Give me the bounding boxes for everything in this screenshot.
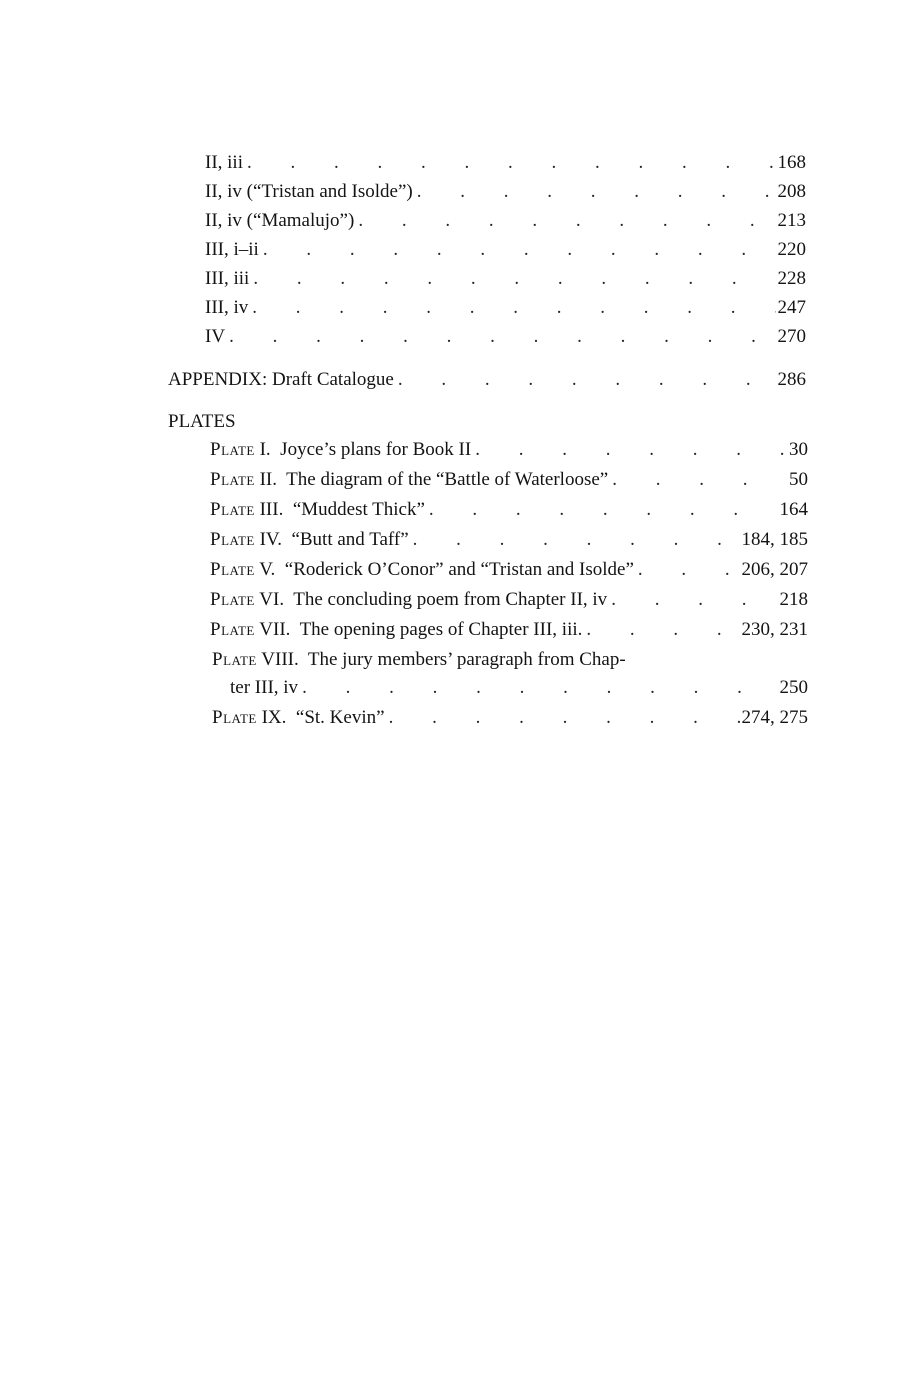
dot-leader [389, 707, 740, 729]
page-number: 218 [779, 589, 808, 610]
page-number: 230, 231 [741, 619, 808, 640]
dot-leader [398, 369, 776, 391]
dot-leader [612, 469, 787, 491]
entry-label: II, iv (“Tristan and Isolde”) [205, 181, 413, 202]
dot-leader [358, 210, 775, 232]
plates-heading: PLATES [168, 411, 236, 432]
toc-entry [205, 268, 806, 290]
page-number: 164 [779, 499, 808, 520]
plate-entry [210, 439, 808, 461]
entry-label: III, i–ii [205, 239, 259, 260]
appendix-entry [168, 369, 806, 391]
plate-label: Plate V. “Roderick O’Conor” and “Tristan and Isolde” [210, 559, 634, 580]
plate-entry [210, 619, 808, 641]
entry-label: II, iii [205, 152, 243, 173]
plate-label: Plate II. The diagram of the “Battle of Waterloose” [210, 469, 609, 490]
toc-entry [205, 239, 806, 261]
page-number: 206, 207 [741, 559, 808, 580]
entry-label: IV [205, 326, 226, 347]
page-number: 168 [777, 152, 806, 173]
plate-label: Plate III. “Muddest Thick” [210, 499, 425, 520]
page-number: 274, 275 [741, 707, 808, 728]
toc-entry [205, 297, 806, 319]
plate-entry [210, 559, 808, 581]
plate-entry [210, 469, 808, 491]
page-number: 213 [777, 210, 806, 231]
dot-leader [429, 499, 778, 521]
dot-leader [586, 619, 739, 641]
dot-leader [638, 559, 740, 581]
plate-label: Plate IX. “St. Kevin” [212, 707, 385, 728]
dot-leader [413, 529, 740, 551]
plate-entry [210, 589, 808, 611]
plate-label-continuation: ter III, iv [230, 677, 299, 698]
dot-leader [247, 152, 776, 174]
page-number: 228 [777, 268, 806, 289]
plate-entry [210, 529, 808, 551]
page-number: 30 [789, 439, 808, 460]
plate-entry-first-line: Plate VIII. The jury members’ paragraph from Chap- [212, 649, 626, 670]
plate-entry [212, 707, 808, 729]
page-number: 250 [779, 677, 808, 698]
toc-entry [205, 181, 806, 203]
page-number: 286 [777, 369, 806, 390]
dot-leader [263, 239, 776, 261]
dot-leader [475, 439, 787, 461]
entry-label: III, iii [205, 268, 250, 289]
dot-leader [229, 326, 775, 348]
appendix-label: APPENDIX: Draft Catalogue [168, 369, 394, 390]
plate-entry [210, 499, 808, 521]
dot-leader [417, 181, 776, 203]
page-number: 220 [777, 239, 806, 260]
plate-label: Plate I. Joyce’s plans for Book II [210, 439, 472, 460]
dot-leader [611, 589, 777, 611]
page-number: 184, 185 [741, 529, 808, 550]
plate-label: Plate VII. The opening pages of Chapter III, iii. [210, 619, 583, 640]
dot-leader [253, 268, 775, 290]
page-number: 208 [777, 181, 806, 202]
toc-entry [205, 326, 806, 348]
page-number: 50 [789, 469, 808, 490]
page-number: 270 [777, 326, 806, 347]
entry-label: II, iv (“Mamalujo”) [205, 210, 355, 231]
toc-entry [205, 210, 806, 232]
plate-entry-continuation [230, 677, 808, 699]
dot-leader [252, 297, 775, 319]
entry-label: III, iv [205, 297, 249, 318]
toc-entry [205, 152, 806, 174]
page-number: 247 [777, 297, 806, 318]
plate-label: Plate IV. “Butt and Taff” [210, 529, 409, 550]
plate-label: Plate VI. The concluding poem from Chapter II, iv [210, 589, 608, 610]
dot-leader [302, 677, 777, 699]
